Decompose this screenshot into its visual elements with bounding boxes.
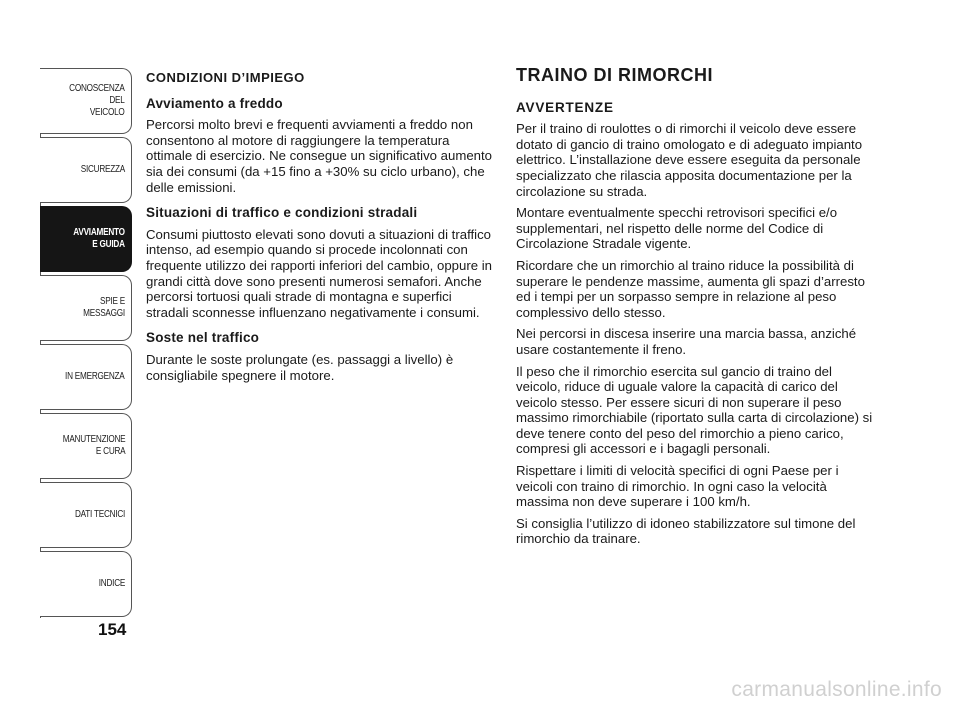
subheading: Soste nel traffico — [146, 330, 260, 346]
paragraph: Durante le soste prolungate (es. passaggi a livello) è consigliabile spegnere il motore. — [146, 351, 454, 383]
tab-manutenzione-e-cura[interactable] — [40, 413, 132, 479]
page-number: 154 — [98, 620, 127, 639]
tab-avviamento-e-guida[interactable] — [40, 206, 132, 272]
tab-indice[interactable] — [40, 551, 132, 617]
tab-label: AVVIAMENTO E GUIDA — [73, 227, 125, 250]
warning-title: AVVERTENZE — [516, 99, 614, 115]
tab-dati-tecnici[interactable] — [40, 482, 132, 548]
paragraph: Montare eventualmente specchi retrovisori specifici e/o supplementari, nel rispetto delle norme del Codice di Circolazione Stradale vigente. — [516, 205, 838, 252]
section-title: CONDIZIONI D’IMPIEGO — [146, 70, 305, 85]
paragraph: Si consiglia l’utilizzo di idoneo stabilizzatore sul timone del rimorchio da trainare. — [516, 515, 856, 547]
subheading: Situazioni di traffico e condizioni stradali — [146, 205, 418, 221]
tab-label: CONOSCENZA DEL VEICOLO — [69, 83, 125, 118]
tab-label: SPIE E MESSAGGI — [83, 296, 125, 319]
tab-label: SICUREZZA — [80, 164, 125, 175]
paragraph: Nei percorsi in discesa inserire una marcia bassa, anziché usare costantemente il freno. — [516, 326, 857, 357]
paragraph: Percorsi molto brevi e frequenti avviamenti a freddo non consentono al motore di raggiungere la temperatura ottimale di esercizio. Ne consegue un significativo aumento sia dei consumi (da +15 fino a +30% su ciclo urbano), che delle emissioni. — [146, 117, 492, 195]
watermark: carmanualsonline.info — [731, 678, 942, 701]
tab-label: DATI TECNICI — [74, 509, 125, 520]
tab-spie-e-messaggi[interactable] — [40, 275, 132, 341]
tab-conoscenza-del-veicolo[interactable] — [40, 68, 132, 134]
paragraph: Per il traino di roulottes o di rimorchi il veicolo deve essere dotato di gancio di traino omologato e di adeguato impianto elettrico. L’installazione deve essere eseguita da personale specializzato che rilascia apposita documentazione per la circolazione su strada. — [516, 121, 863, 199]
tab-label: INDICE — [98, 578, 125, 589]
left-column — [146, 70, 496, 389]
page-title: TRAINO DI RIMORCHI — [516, 65, 713, 85]
paragraph: Il peso che il rimorchio esercita sul gancio di traino del veicolo, riduce di uguale valore la capacità di carico del veicolo stesso. Per essere sicuri di non superare il peso massimo rimorchiabile (riportato sulla carta di circolazione) si deve tenere conto del peso del rimorchio a pieno carico, compresi gli accessori e i bagagli personali. — [516, 363, 873, 457]
paragraph: Ricordare che un rimorchio al traino riduce la possibilità di superare le pendenze massime, aumenta gli spazi d’arresto ed i tempi per un sorpasso sempre in relazione al peso complessivo dello stesso. — [516, 257, 865, 320]
tab-in-emergenza[interactable] — [40, 344, 132, 410]
tab-label: MANUTENZIONE E CURA — [62, 434, 125, 457]
paragraph: Rispettare i limiti di velocità specifici di ogni Paese per i veicoli con traino di rimorchio. In ogni caso la velocità massima non deve superare i 100 km/h. — [516, 463, 839, 510]
subheading: Avviamento a freddo — [146, 95, 283, 111]
tab-label: IN EMERGENZA — [65, 371, 125, 382]
right-column — [516, 65, 876, 553]
paragraph: Consumi piuttosto elevati sono dovuti a situazioni di traffico intenso, ad esempio quando si procede incolonnati con frequente utilizzo dei rapporti inferiori del cambio, oppure in grandi città dove sono presenti numerosi semafori. Anche percorsi tortuosi quali strade di montagna e superfici stradali sconnesse influenzano negativamente i consumi. — [146, 226, 492, 320]
tab-sicurezza[interactable] — [40, 137, 132, 203]
